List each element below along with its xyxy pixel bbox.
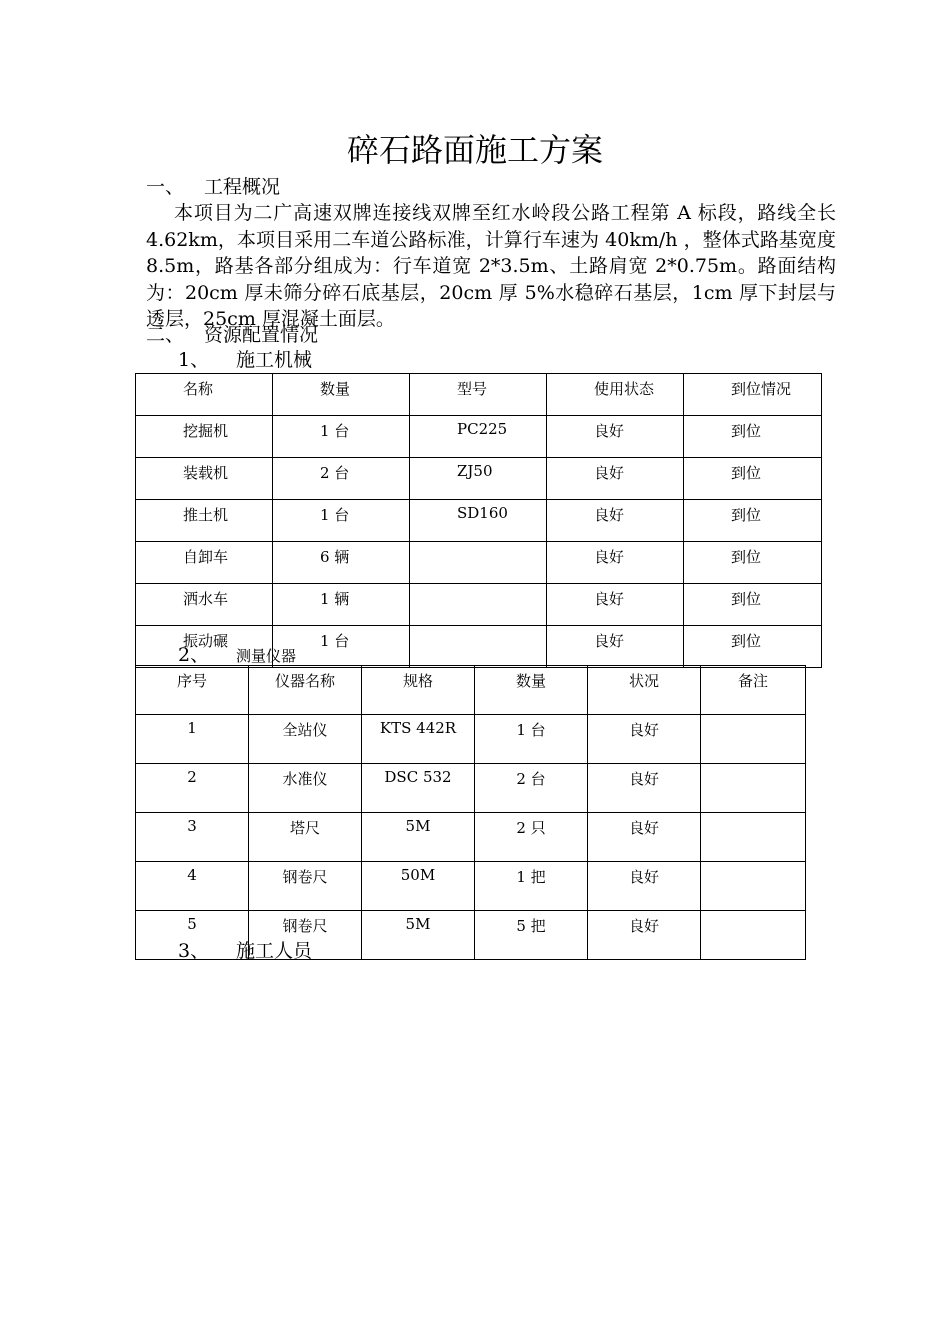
instruments-table (135, 665, 806, 960)
table-cell: 良好 (547, 542, 684, 584)
table-cell: 良好 (547, 458, 684, 500)
table-cell: 良好 (547, 584, 684, 626)
table-cell (410, 542, 547, 584)
overview-paragraph: 本项目为二广高速双牌连接线双牌至红水岭段公路工程第 A 标段，路线全长 4.62km，本项目采用二车道公路标准，计算行车速为 40km/h ，整体式路基宽度 8.5m，路基各部分组成为：行车道宽 2*3.5m、土路肩宽 2*0.75m。路面结构为：20cm 厚未筛分碎石底基层，20cm 厚 5%水稳碎石基层，1cm 厚下封层与透层，25cm 厚混凝土面层。 (146, 202, 836, 330)
table-cell: 良好 (588, 911, 701, 960)
table-cell: 4 (136, 862, 249, 911)
table-row (136, 764, 806, 813)
table-cell: SD160 (410, 500, 547, 542)
table-cell: 5M (362, 813, 475, 862)
table-cell (701, 911, 806, 960)
table-cell: 3 (136, 813, 249, 862)
table-cell: 良好 (547, 416, 684, 458)
table-cell: 2 台 (475, 764, 588, 813)
table-cell: 2 (136, 764, 249, 813)
table-row (136, 813, 806, 862)
table-cell: 6 辆 (273, 542, 410, 584)
table-cell: 5 把 (475, 911, 588, 960)
table-header-cell: 到位情况 (684, 374, 822, 416)
table-header-cell: 型号 (410, 374, 547, 416)
table-cell: 1 台 (273, 416, 410, 458)
table-cell: 5M (362, 911, 475, 960)
subsection-3-number: 3、 (178, 940, 210, 962)
table-header-cell: 名称 (136, 374, 273, 416)
table-header-cell: 序号 (136, 666, 249, 715)
table-cell: 自卸车 (136, 542, 273, 584)
table-row (136, 715, 806, 764)
table-row (136, 862, 806, 911)
table-cell: 到位 (684, 542, 822, 584)
machinery-header-row (136, 374, 822, 416)
table-cell: 良好 (547, 500, 684, 542)
table-cell (410, 626, 547, 668)
table-cell: KTS 442R (362, 715, 475, 764)
document-title: 碎石路面施工方案 (346, 131, 603, 169)
table-cell: 挖掘机 (136, 416, 273, 458)
table-header-cell: 仪器名称 (249, 666, 362, 715)
subsection-3-heading (178, 939, 312, 963)
table-cell: 良好 (547, 626, 684, 668)
table-header-cell: 规格 (362, 666, 475, 715)
table-cell: 良好 (588, 764, 701, 813)
section-1-title: 工程概况 (204, 176, 281, 198)
table-cell: 1 把 (475, 862, 588, 911)
table-row (136, 542, 822, 584)
table-cell: 塔尺 (249, 813, 362, 862)
instruments-header-row (136, 666, 806, 715)
table-cell: 钢卷尺 (249, 862, 362, 911)
table-cell: 到位 (684, 626, 822, 668)
table-header-cell: 使用状态 (547, 374, 684, 416)
table-cell: 到位 (684, 416, 822, 458)
table-cell: 2 只 (475, 813, 588, 862)
subsection-1-heading (178, 348, 312, 372)
section-1-number: 一、 (146, 176, 185, 198)
table-header-cell: 备注 (701, 666, 806, 715)
table-header-cell: 数量 (475, 666, 588, 715)
section-2-heading (146, 323, 318, 347)
table-header-cell: 数量 (273, 374, 410, 416)
table-cell: 50M (362, 862, 475, 911)
table-cell: 1 台 (273, 626, 410, 668)
subsection-2-title: 测量仪器 (236, 647, 297, 665)
table-cell: 到位 (684, 458, 822, 500)
table-cell: ZJ50 (410, 458, 547, 500)
table-row (136, 416, 822, 458)
table-row (136, 500, 822, 542)
table-header-cell: 状况 (588, 666, 701, 715)
table-cell: DSC 532 (362, 764, 475, 813)
table-cell: 全站仪 (249, 715, 362, 764)
subsection-1-title: 施工机械 (236, 349, 313, 371)
subsection-1-number: 1、 (178, 349, 210, 371)
subsection-2-number: 2、 (178, 644, 210, 666)
table-cell (701, 715, 806, 764)
table-cell (701, 764, 806, 813)
table-cell: 1 台 (273, 500, 410, 542)
section-2-number: 二、 (146, 324, 185, 346)
table-cell: 钢卷尺 (249, 911, 362, 960)
table-cell: 5 (136, 911, 249, 960)
table-cell: 1 辆 (273, 584, 410, 626)
table-cell: 到位 (684, 584, 822, 626)
table-cell: PC225 (410, 416, 547, 458)
table-cell: 良好 (588, 813, 701, 862)
table-row (136, 458, 822, 500)
table-cell: 振动碾 (136, 626, 273, 668)
table-row (136, 584, 822, 626)
table-cell: 水准仪 (249, 764, 362, 813)
table-cell: 1 台 (475, 715, 588, 764)
table-cell: 装载机 (136, 458, 273, 500)
table-cell (701, 862, 806, 911)
table-cell: 2 台 (273, 458, 410, 500)
section-2-title: 资源配置情况 (204, 324, 319, 346)
table-cell (701, 813, 806, 862)
table-cell: 推土机 (136, 500, 273, 542)
table-cell (410, 584, 547, 626)
subsection-3-title: 施工人员 (236, 940, 313, 962)
table-cell: 良好 (588, 862, 701, 911)
table-cell: 1 (136, 715, 249, 764)
section-1-heading (146, 175, 280, 199)
table-cell: 洒水车 (136, 584, 273, 626)
table-cell: 良好 (588, 715, 701, 764)
machinery-table (135, 373, 822, 668)
table-cell: 到位 (684, 500, 822, 542)
